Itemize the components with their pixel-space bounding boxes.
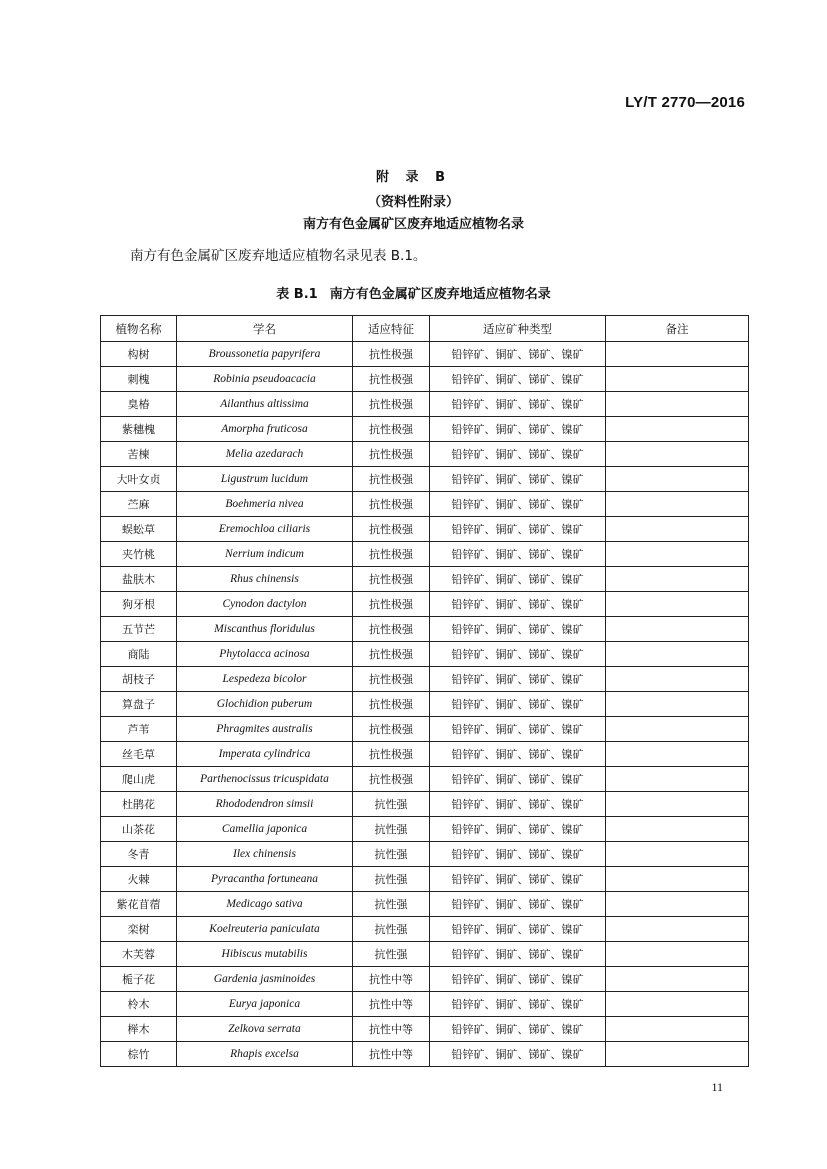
cell-scientific-name: Zelkova serrata — [177, 1017, 353, 1042]
cell-remarks — [606, 542, 749, 567]
cell-adaptive-trait: 抗性强 — [353, 942, 430, 967]
cell-adaptive-trait: 抗性极强 — [353, 342, 430, 367]
cell-plant-name: 紫花苜蓿 — [101, 892, 177, 917]
column-header-ore-type: 适应矿种类型 — [430, 316, 606, 342]
cell-plant-name: 杜鹃花 — [101, 792, 177, 817]
cell-plant-name: 夹竹桃 — [101, 542, 177, 567]
cell-ore-type: 铅锌矿、铜矿、锑矿、镍矿 — [430, 517, 606, 542]
cell-adaptive-trait: 抗性极强 — [353, 767, 430, 792]
cell-ore-type: 铅锌矿、铜矿、锑矿、镍矿 — [430, 542, 606, 567]
cell-adaptive-trait: 抗性强 — [353, 817, 430, 842]
cell-scientific-name: Broussonetia papyrifera — [177, 342, 353, 367]
cell-ore-type: 铅锌矿、铜矿、锑矿、镍矿 — [430, 592, 606, 617]
table-row — [101, 817, 749, 842]
appendix-nature: （资料性附录） — [367, 195, 459, 210]
table-row — [101, 467, 749, 492]
cell-remarks — [606, 592, 749, 617]
cell-adaptive-trait: 抗性极强 — [353, 492, 430, 517]
cell-adaptive-trait: 抗性极强 — [353, 692, 430, 717]
cell-plant-name: 胡枝子 — [101, 667, 177, 692]
cell-scientific-name: Miscanthus floridulus — [177, 617, 353, 642]
cell-adaptive-trait: 抗性极强 — [353, 517, 430, 542]
cell-remarks — [606, 992, 749, 1017]
cell-adaptive-trait: 抗性中等 — [353, 1042, 430, 1067]
cell-scientific-name: Medicago sativa — [177, 892, 353, 917]
cell-scientific-name: Nerrium indicum — [177, 542, 353, 567]
cell-plant-name: 刺槐 — [101, 367, 177, 392]
cell-plant-name: 大叶女贞 — [101, 467, 177, 492]
cell-remarks — [606, 567, 749, 592]
cell-ore-type: 铅锌矿、铜矿、锑矿、镍矿 — [430, 692, 606, 717]
cell-plant-name: 构树 — [101, 342, 177, 367]
cell-plant-name: 丝毛草 — [101, 742, 177, 767]
table-row — [101, 942, 749, 967]
table-header-row — [101, 316, 749, 342]
table-caption-title: 南方有色金属矿区废弃地适应植物名录 — [329, 287, 551, 302]
column-header-scientific-name: 学名 — [177, 316, 353, 342]
cell-plant-name: 山茶花 — [101, 817, 177, 842]
cell-ore-type: 铅锌矿、铜矿、锑矿、镍矿 — [430, 417, 606, 442]
cell-plant-name: 木芙蓉 — [101, 942, 177, 967]
cell-ore-type: 铅锌矿、铜矿、锑矿、镍矿 — [430, 442, 606, 467]
cell-scientific-name: Phragmites australis — [177, 717, 353, 742]
cell-plant-name: 算盘子 — [101, 692, 177, 717]
cell-scientific-name: Glochidion puberum — [177, 692, 353, 717]
cell-remarks — [606, 467, 749, 492]
cell-plant-name: 苎麻 — [101, 492, 177, 517]
cell-ore-type: 铅锌矿、铜矿、锑矿、镍矿 — [430, 367, 606, 392]
table-row — [101, 792, 749, 817]
table-row — [101, 542, 749, 567]
cell-scientific-name: Pyracantha fortuneana — [177, 867, 353, 892]
cell-remarks — [606, 792, 749, 817]
cell-plant-name: 柃木 — [101, 992, 177, 1017]
cell-scientific-name: Imperata cylindrica — [177, 742, 353, 767]
cell-plant-name: 栀子花 — [101, 967, 177, 992]
cell-adaptive-trait: 抗性极强 — [353, 642, 430, 667]
cell-remarks — [606, 367, 749, 392]
table-row — [101, 692, 749, 717]
cell-ore-type: 铅锌矿、铜矿、锑矿、镍矿 — [430, 392, 606, 417]
table-row — [101, 867, 749, 892]
cell-adaptive-trait: 抗性极强 — [353, 592, 430, 617]
cell-scientific-name: Melia azedarach — [177, 442, 353, 467]
table-row — [101, 617, 749, 642]
cell-adaptive-trait: 抗性极强 — [353, 367, 430, 392]
cell-remarks — [606, 917, 749, 942]
cell-plant-name: 爬山虎 — [101, 767, 177, 792]
cell-remarks — [606, 667, 749, 692]
cell-plant-name: 狗牙根 — [101, 592, 177, 617]
cell-remarks — [606, 692, 749, 717]
cell-remarks — [606, 742, 749, 767]
cell-ore-type: 铅锌矿、铜矿、锑矿、镍矿 — [430, 1042, 606, 1067]
cell-remarks — [606, 767, 749, 792]
cell-plant-name: 五节芒 — [101, 617, 177, 642]
cell-scientific-name: Rhus chinensis — [177, 567, 353, 592]
cell-ore-type: 铅锌矿、铜矿、锑矿、镍矿 — [430, 867, 606, 892]
page-number: 11 — [711, 1080, 723, 1094]
table-row — [101, 767, 749, 792]
cell-plant-name: 栾树 — [101, 917, 177, 942]
cell-scientific-name: Camellia japonica — [177, 817, 353, 842]
table-row — [101, 392, 749, 417]
cell-scientific-name: Phytolacca acinosa — [177, 642, 353, 667]
cell-scientific-name: Ailanthus altissima — [177, 392, 353, 417]
cell-adaptive-trait: 抗性极强 — [353, 392, 430, 417]
cell-ore-type: 铅锌矿、铜矿、锑矿、镍矿 — [430, 892, 606, 917]
cell-ore-type: 铅锌矿、铜矿、锑矿、镍矿 — [430, 842, 606, 867]
cell-ore-type: 铅锌矿、铜矿、锑矿、镍矿 — [430, 642, 606, 667]
cell-ore-type: 铅锌矿、铜矿、锑矿、镍矿 — [430, 767, 606, 792]
table-row — [101, 567, 749, 592]
cell-ore-type: 铅锌矿、铜矿、锑矿、镍矿 — [430, 917, 606, 942]
cell-scientific-name: Boehmeria nivea — [177, 492, 353, 517]
cell-ore-type: 铅锌矿、铜矿、锑矿、镍矿 — [430, 992, 606, 1017]
cell-plant-name: 芦苇 — [101, 717, 177, 742]
cell-adaptive-trait: 抗性极强 — [353, 442, 430, 467]
table-row — [101, 367, 749, 392]
table-row — [101, 442, 749, 467]
table-row — [101, 892, 749, 917]
cell-remarks — [606, 817, 749, 842]
cell-ore-type: 铅锌矿、铜矿、锑矿、镍矿 — [430, 467, 606, 492]
cell-ore-type: 铅锌矿、铜矿、锑矿、镍矿 — [430, 792, 606, 817]
cell-ore-type: 铅锌矿、铜矿、锑矿、镍矿 — [430, 342, 606, 367]
cell-remarks — [606, 867, 749, 892]
cell-remarks — [606, 442, 749, 467]
table-row — [101, 592, 749, 617]
cell-scientific-name: Ilex chinensis — [177, 842, 353, 867]
cell-plant-name: 榉木 — [101, 1017, 177, 1042]
cell-remarks — [606, 492, 749, 517]
table-row — [101, 967, 749, 992]
cell-adaptive-trait: 抗性极强 — [353, 467, 430, 492]
cell-ore-type: 铅锌矿、铜矿、锑矿、镍矿 — [430, 617, 606, 642]
cell-scientific-name: Gardenia jasminoides — [177, 967, 353, 992]
cell-remarks — [606, 392, 749, 417]
table-row — [101, 717, 749, 742]
cell-remarks — [606, 342, 749, 367]
cell-scientific-name: Ligustrum lucidum — [177, 467, 353, 492]
cell-adaptive-trait: 抗性中等 — [353, 967, 430, 992]
cell-ore-type: 铅锌矿、铜矿、锑矿、镍矿 — [430, 567, 606, 592]
table-row — [101, 667, 749, 692]
cell-scientific-name: Robinia pseudoacacia — [177, 367, 353, 392]
cell-adaptive-trait: 抗性强 — [353, 842, 430, 867]
cell-adaptive-trait: 抗性中等 — [353, 1017, 430, 1042]
cell-adaptive-trait: 抗性极强 — [353, 417, 430, 442]
cell-remarks — [606, 942, 749, 967]
cell-remarks — [606, 892, 749, 917]
appendix-label: 附 录 B — [376, 170, 451, 185]
cell-ore-type: 铅锌矿、铜矿、锑矿、镍矿 — [430, 742, 606, 767]
table-body — [101, 342, 749, 1067]
intro-paragraph: 南方有色金属矿区废弃地适应植物名录见表 B.1。 — [130, 248, 427, 264]
table-row — [101, 1042, 749, 1067]
plant-list-table — [100, 315, 749, 1067]
cell-adaptive-trait: 抗性极强 — [353, 667, 430, 692]
cell-adaptive-trait: 抗性强 — [353, 867, 430, 892]
cell-ore-type: 铅锌矿、铜矿、锑矿、镍矿 — [430, 942, 606, 967]
cell-remarks — [606, 1017, 749, 1042]
cell-scientific-name: Eremochloa ciliaris — [177, 517, 353, 542]
cell-adaptive-trait: 抗性极强 — [353, 567, 430, 592]
cell-remarks — [606, 717, 749, 742]
cell-adaptive-trait: 抗性中等 — [353, 992, 430, 1017]
cell-scientific-name: Cynodon dactylon — [177, 592, 353, 617]
cell-plant-name: 商陆 — [101, 642, 177, 667]
cell-remarks — [606, 967, 749, 992]
cell-scientific-name: Koelreuteria paniculata — [177, 917, 353, 942]
cell-ore-type: 铅锌矿、铜矿、锑矿、镍矿 — [430, 667, 606, 692]
cell-scientific-name: Hibiscus mutabilis — [177, 942, 353, 967]
cell-remarks — [606, 517, 749, 542]
table-row — [101, 842, 749, 867]
column-header-remarks: 备注 — [606, 316, 749, 342]
table-row — [101, 642, 749, 667]
cell-plant-name: 紫穗槐 — [101, 417, 177, 442]
column-header-adaptive-trait: 适应特征 — [353, 316, 430, 342]
cell-plant-name: 盐肤木 — [101, 567, 177, 592]
cell-scientific-name: Rhapis excelsa — [177, 1042, 353, 1067]
cell-plant-name: 苦楝 — [101, 442, 177, 467]
cell-adaptive-trait: 抗性强 — [353, 917, 430, 942]
cell-ore-type: 铅锌矿、铜矿、锑矿、镍矿 — [430, 1017, 606, 1042]
standard-code: LY/T 2770—2016 — [625, 94, 745, 111]
table-row — [101, 417, 749, 442]
cell-scientific-name: Parthenocissus tricuspidata — [177, 767, 353, 792]
cell-adaptive-trait: 抗性强 — [353, 792, 430, 817]
table-caption — [0, 283, 827, 302]
cell-remarks — [606, 417, 749, 442]
cell-remarks — [606, 842, 749, 867]
table-caption-number: 表 B.1 — [276, 287, 318, 302]
cell-plant-name: 冬青 — [101, 842, 177, 867]
cell-adaptive-trait: 抗性极强 — [353, 742, 430, 767]
cell-remarks — [606, 642, 749, 667]
cell-ore-type: 铅锌矿、铜矿、锑矿、镍矿 — [430, 717, 606, 742]
cell-scientific-name: Rhododendron simsii — [177, 792, 353, 817]
cell-ore-type: 铅锌矿、铜矿、锑矿、镍矿 — [430, 817, 606, 842]
cell-plant-name: 火棘 — [101, 867, 177, 892]
cell-scientific-name: Eurya japonica — [177, 992, 353, 1017]
cell-adaptive-trait: 抗性强 — [353, 892, 430, 917]
table-row — [101, 992, 749, 1017]
cell-ore-type: 铅锌矿、铜矿、锑矿、镍矿 — [430, 492, 606, 517]
table-row — [101, 742, 749, 767]
appendix-title: 南方有色金属矿区废弃地适应植物名录 — [302, 217, 524, 232]
cell-scientific-name: Amorpha fruticosa — [177, 417, 353, 442]
table-row — [101, 517, 749, 542]
cell-adaptive-trait: 抗性极强 — [353, 617, 430, 642]
table-row — [101, 492, 749, 517]
cell-plant-name: 蜈蚣草 — [101, 517, 177, 542]
cell-scientific-name: Lespedeza bicolor — [177, 667, 353, 692]
cell-adaptive-trait: 抗性极强 — [353, 542, 430, 567]
cell-plant-name: 臭椿 — [101, 392, 177, 417]
cell-plant-name: 棕竹 — [101, 1042, 177, 1067]
cell-adaptive-trait: 抗性极强 — [353, 717, 430, 742]
table-row — [101, 1017, 749, 1042]
table-row — [101, 917, 749, 942]
cell-ore-type: 铅锌矿、铜矿、锑矿、镍矿 — [430, 967, 606, 992]
cell-remarks — [606, 1042, 749, 1067]
table-row — [101, 342, 749, 367]
cell-remarks — [606, 617, 749, 642]
column-header-plant-name: 植物名称 — [101, 316, 177, 342]
